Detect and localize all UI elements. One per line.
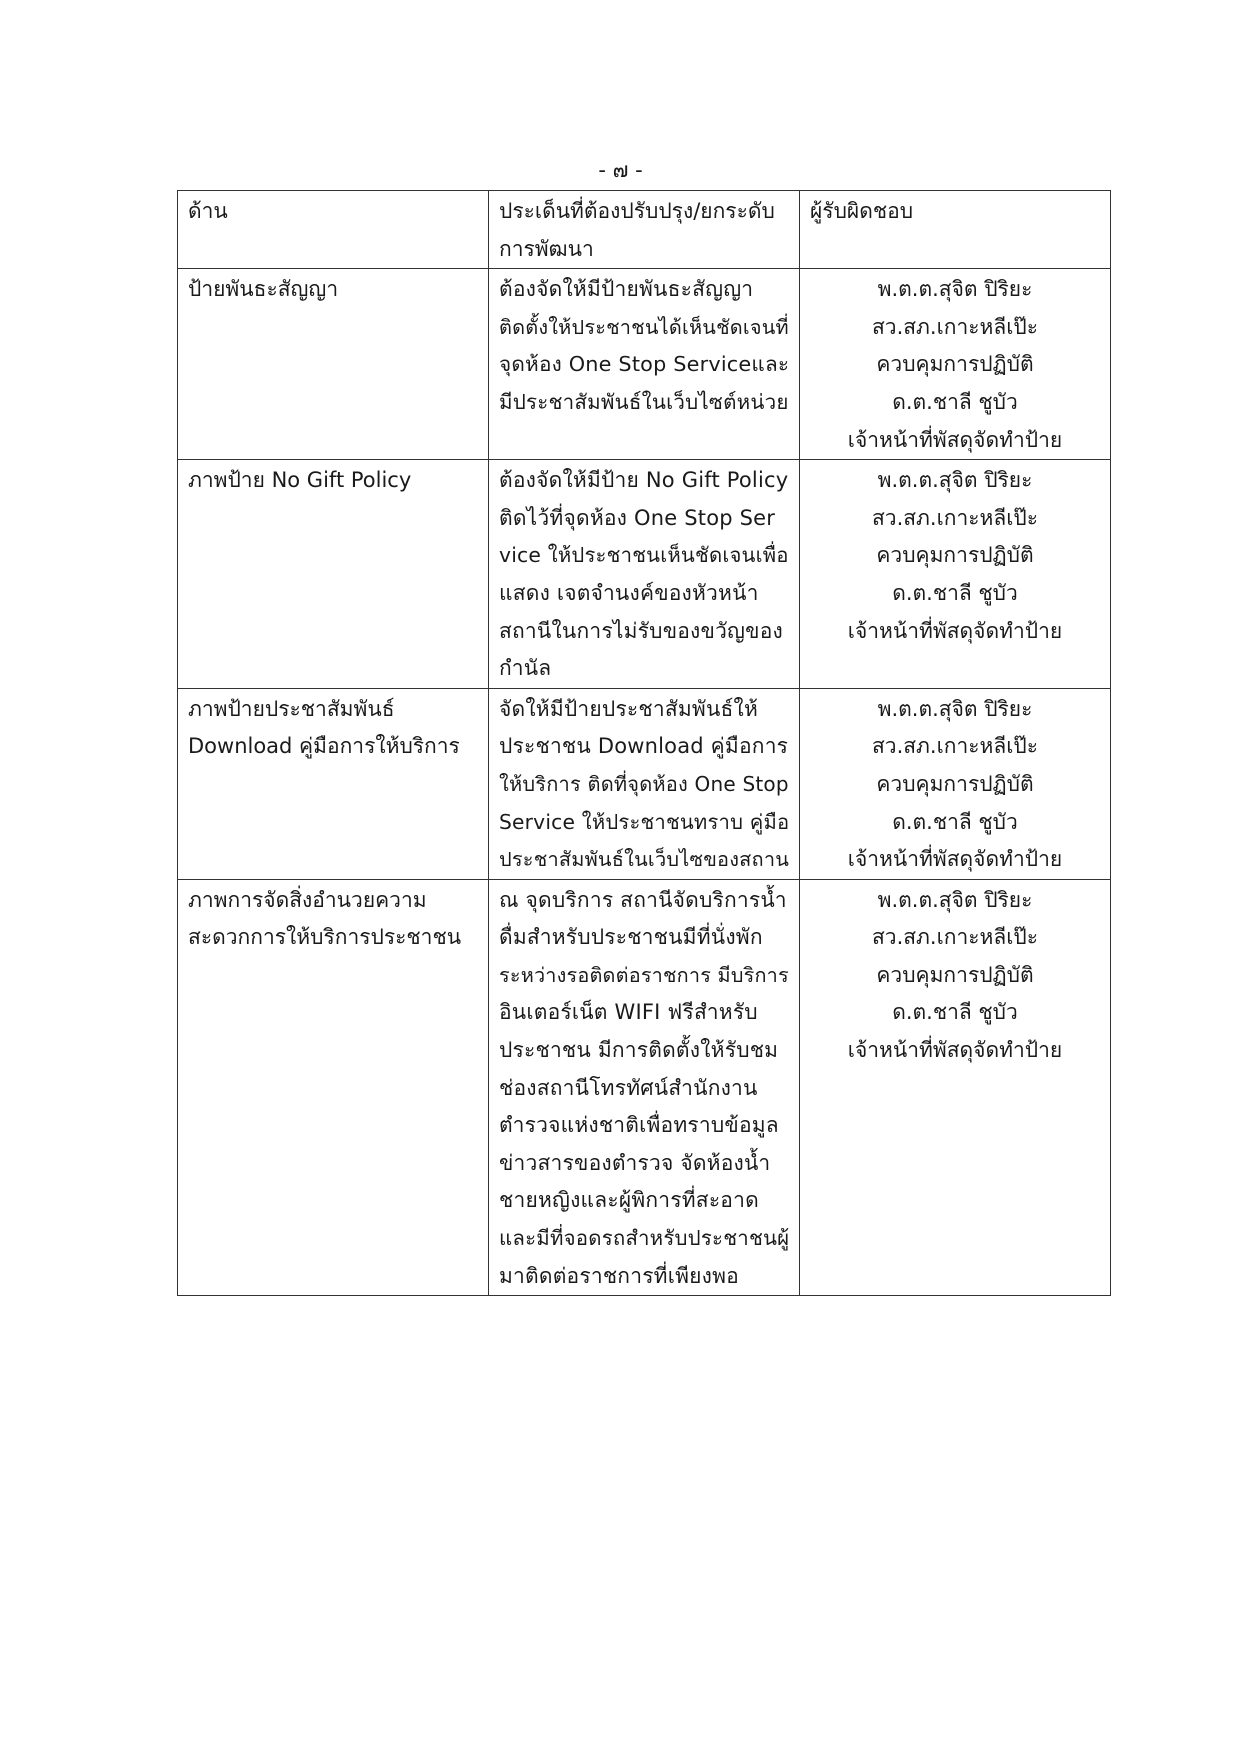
header-topic-line: ด้าน <box>188 199 228 223</box>
responsible-line: เจ้าหน้าที่พัสดุจัดทำป้าย <box>847 1038 1063 1063</box>
issue-line: ช่องสถานีโทรทัศน์สำนักงาน <box>499 1075 758 1100</box>
issue-line: ประชาสัมพันธ์ในเว็บไซของสถาน <box>499 847 790 872</box>
issue-line: ให้บริการ ติดที่จุดห้อง One Stop <box>499 771 789 796</box>
responsible-line: ด.ต.ชาลี ชูบัว <box>892 580 1018 605</box>
responsible-line: เจ้าหน้าที่พัสดุจัดทำป้าย <box>847 427 1063 452</box>
responsible-line: ควบคุมการปฏิบัติ <box>876 962 1034 987</box>
issue-line: กำนัล <box>499 656 552 681</box>
topic-line: ป้ายพันธะสัญญา <box>188 277 339 302</box>
topic-cell <box>178 688 489 879</box>
header-responsible <box>800 191 1111 269</box>
issue-line: ประชาชน มีการติดตั้งให้รับชม <box>499 1038 779 1063</box>
issue-line: ตำรวจแห่งชาติเพื่อทราบข้อมูล <box>499 1113 779 1138</box>
header-issue-line: การพัฒนา <box>499 236 594 261</box>
topic-line: Download คู่มือการให้บริการ <box>188 734 460 759</box>
issue-line: สถานีในการไม่รับของขวัญของ <box>499 618 783 643</box>
issue-line: Service ให้ประชาชนทราบ คู่มือ <box>499 809 790 834</box>
issue-line: ณ จุดบริการ สถานีจัดบริการน้ำ <box>499 887 787 912</box>
issue-line: ข่าวสารของตำรวจ จัดห้องน้ำ <box>499 1150 771 1175</box>
issue-line: ดื่มสำหรับประชาชนมีที่นั่งพัก <box>499 925 763 950</box>
responsible-cell <box>800 688 1111 879</box>
responsible-line: ด.ต.ชาลี ชูบัว <box>892 809 1018 834</box>
table-row <box>178 688 1111 879</box>
responsibility-table <box>177 190 1111 1296</box>
table-row <box>178 879 1111 1296</box>
header-responsible-line: ผู้รับผิดชอบ <box>810 199 914 223</box>
responsible-cell <box>800 269 1111 460</box>
topic-line: สะดวกการให้บริการประชาชน <box>188 925 462 950</box>
table-row <box>178 460 1111 689</box>
responsible-line: เจ้าหน้าที่พัสดุจัดทำป้าย <box>847 618 1063 643</box>
issue-line: ติดตั้งให้ประชาชนได้เห็นชัดเจนที่ <box>499 315 789 339</box>
responsible-line: ควบคุมการปฏิบัติ <box>876 543 1034 568</box>
responsible-line: ควบคุมการปฏิบัติ <box>876 352 1034 377</box>
responsible-line: สว.สภ.เกาะหลีเป๊ะ <box>871 505 1039 530</box>
topic-line: ภาพป้าย No Gift Policy <box>188 468 412 493</box>
issue-cell <box>489 688 800 879</box>
issue-line: อินเตอร์เน็ต WIFI ฟรีสำหรับ <box>499 1000 758 1025</box>
topic-cell <box>178 460 489 689</box>
issue-line: ต้องจัดให้มีป้ายพันธะสัญญา <box>499 277 754 302</box>
responsible-line: พ.ต.ต.สุจิต ปิริยะ <box>877 887 1033 912</box>
responsible-line: สว.สภ.เกาะหลีเป๊ะ <box>871 925 1039 950</box>
issue-cell <box>489 269 800 460</box>
issue-line: แสดง เจตจำนงค์ของหัวหน้า <box>499 580 759 605</box>
header-issue-line: ประเด็นที่ต้องปรับปรุง/ยกระดับ <box>499 199 775 223</box>
header-issue <box>489 191 800 269</box>
issue-cell <box>489 460 800 689</box>
table-row <box>178 269 1111 460</box>
responsible-line: ด.ต.ชาลี ชูบัว <box>892 389 1018 414</box>
topic-cell <box>178 879 489 1296</box>
responsible-cell <box>800 460 1111 689</box>
responsible-line: เจ้าหน้าที่พัสดุจัดทำป้าย <box>847 847 1063 872</box>
header-topic <box>178 191 489 269</box>
page-number: - ๗ - <box>598 158 643 182</box>
issue-line: ระหว่างรอติดต่อราชการ มีบริการ <box>499 963 789 987</box>
issue-line: ประชาชน Download คู่มือการ <box>499 734 789 759</box>
issue-line: vice ให้ประชาชนเห็นชัดเจนเพื่อ <box>499 543 789 568</box>
issue-cell <box>489 879 800 1296</box>
responsible-line: ควบคุมการปฏิบัติ <box>876 771 1034 796</box>
issue-line: ชายหญิงและผู้พิการที่สะอาด <box>499 1188 759 1213</box>
table-header-row <box>178 191 1111 269</box>
responsible-line: สว.สภ.เกาะหลีเป๊ะ <box>871 734 1039 759</box>
responsible-line: พ.ต.ต.สุจิต ปิริยะ <box>877 696 1033 721</box>
issue-line: และมีที่จอดรถสำหรับประชาชนผู้ <box>499 1226 790 1251</box>
issue-line: ต้องจัดให้มีป้าย No Gift Policy <box>499 468 789 493</box>
issue-line: มาติดต่อราชการที่เพียงพอ <box>499 1263 739 1288</box>
issue-line: จุดห้อง One Stop Serviceและ <box>499 352 790 377</box>
issue-line: จัดให้มีป้ายประชาสัมพันธ์ให้ <box>499 696 759 721</box>
responsible-line: พ.ต.ต.สุจิต ปิริยะ <box>877 277 1033 302</box>
responsible-cell <box>800 879 1111 1296</box>
responsible-line: สว.สภ.เกาะหลีเป๊ะ <box>871 314 1039 339</box>
responsible-line: ด.ต.ชาลี ชูบัว <box>892 1000 1018 1025</box>
topic-cell <box>178 269 489 460</box>
topic-line: ภาพป้ายประชาสัมพันธ์ <box>188 696 395 721</box>
topic-line: ภาพการจัดสิ่งอำนวยความ <box>188 887 427 912</box>
issue-line: ติดไว้ที่จุดห้อง One Stop Ser <box>499 505 776 530</box>
responsible-line: พ.ต.ต.สุจิต ปิริยะ <box>877 468 1033 493</box>
issue-line: มีประชาสัมพันธ์ในเว็บไซต์หน่วย <box>499 389 789 414</box>
